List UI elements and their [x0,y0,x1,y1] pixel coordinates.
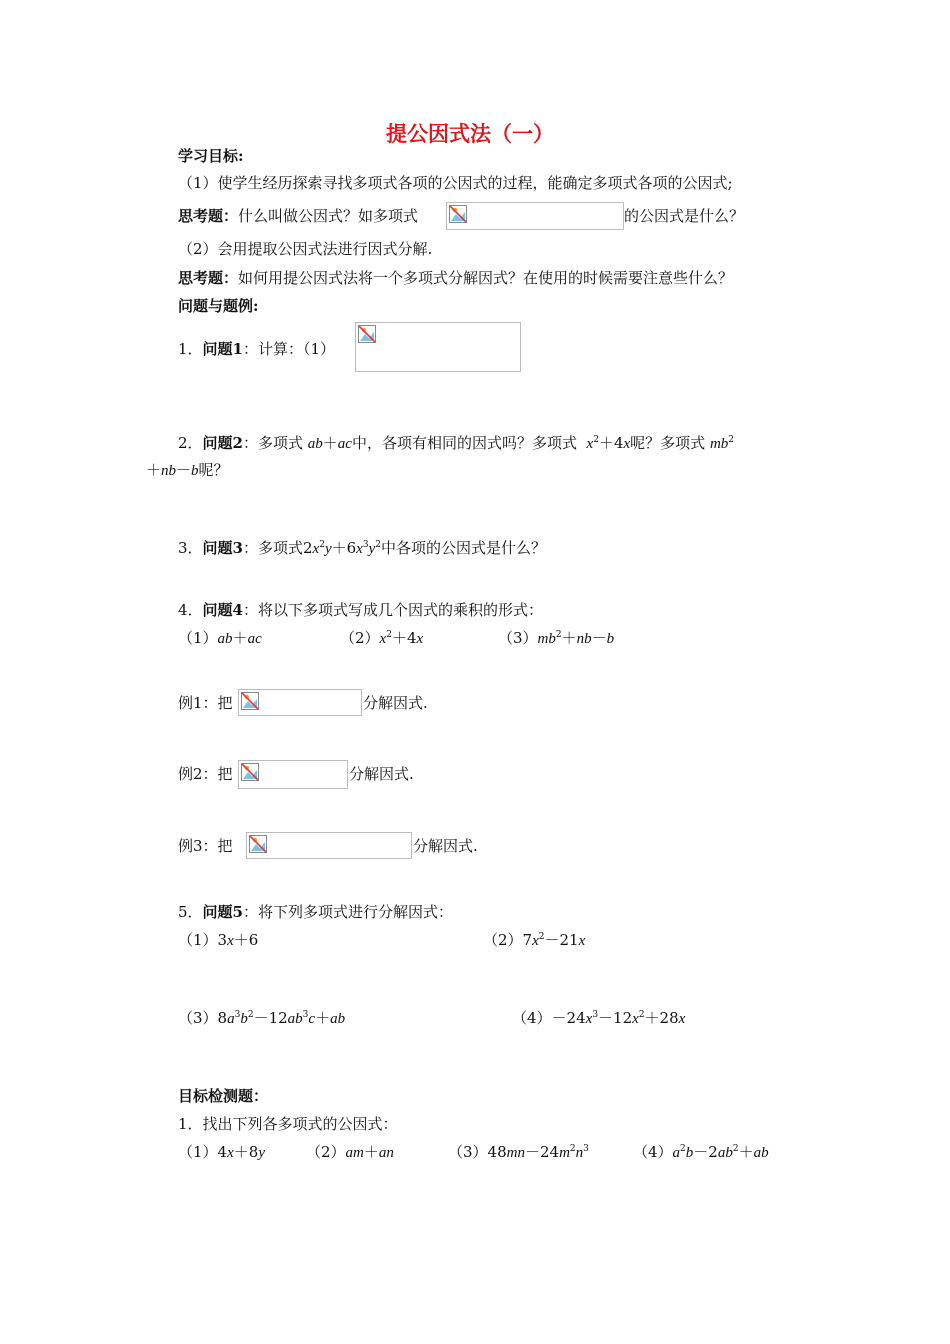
q-text: ：将下列多项式进行分解因式： [242,903,453,921]
objectives-heading: 学习目标: [178,147,244,165]
example-3-label: 例3：把 [178,837,233,855]
broken-image-icon [449,205,467,223]
q5-item-4: $(4)-24x^3-12x^2+28x$ [512,1009,686,1027]
item-index: （3） [448,1143,488,1161]
item-index: （2） [340,629,380,647]
q5-item-1: （1）3x＋6 [178,931,259,949]
test-item-1: （1）4x＋8y [178,1143,265,1161]
question-2-continued: ＋nb－b呢？ [146,461,229,479]
item-index: （4） [512,1009,552,1027]
q-label: 问题2 [202,434,243,452]
q-text: 呢？ [198,461,229,479]
question-3: 3．问题3：多项式$2x^2y+6x^3y^2$中各项的公因式是什么？ [178,539,546,557]
q-label: 问题4 [202,601,243,619]
question-4 [178,600,543,620]
page-title: 提公因式法（一） [386,121,554,146]
objective-1: （1）使学生经历探索寻找多项式各项的公因式的过程，能确定多项式各项的公因式; [178,174,733,192]
think-label: 思考题： [178,207,239,225]
test-heading: 目标检测题： [178,1087,269,1105]
q-text: ：多项式 [242,539,303,557]
think-text-a: 什么叫做公因式？如多项式 [238,207,419,225]
test-question-1: 1．找出下列各多项式的公因式： [178,1115,398,1133]
formula-image-placeholder [446,202,624,230]
q-number: 2． [178,434,203,452]
q-text: ：计算：（1） [242,340,336,358]
q-text: 呢？多项式 [630,434,706,452]
example-suffix: 分解因式. [349,765,414,783]
broken-image-icon [241,692,259,710]
example-1-label: 例1：把 [178,694,233,712]
think-question-2 [178,268,733,288]
item-index: （4） [633,1143,673,1161]
item-index: （3） [178,1009,218,1027]
formula-image-placeholder [238,760,348,789]
question-1 [178,339,335,359]
q5-item-3: $(3)8a^3b^2-12ab^3c+ab$ [178,1009,346,1027]
test-item-3: $(3)48mn-24m^2n^3$ [448,1143,589,1161]
q-label: 问题1 [202,340,243,358]
example-2-label: 例2：把 [178,765,233,783]
think-question-1 [178,206,418,226]
think-text: 如何用提公因式法将一个多项式分解因式？在使用的时候需要注意些什么？ [238,269,734,287]
problems-heading: 问题与题例: [178,297,259,315]
formula-image-placeholder [246,832,412,859]
q-text: ：多项式 [242,434,303,452]
q-number: 3． [178,539,203,557]
q-text: ：将以下多项式写成几个因式的乘积的形式： [242,601,543,619]
broken-image-icon [241,763,259,781]
q4-item-2: $(2)x^2+4x$ [340,629,424,647]
example-suffix: 分解因式. [413,837,478,855]
test-item-2: （2）am＋an [306,1143,394,1161]
q-number: 4． [178,601,203,619]
think-label: 思考题： [178,269,239,287]
q-label: 问题5 [202,903,243,921]
question-2: 2．问题2：多项式 ab＋ac中，各项有相同的因式吗？多项式 $x^2+4x$呢？多项式 $mb^2$ [178,434,735,452]
q-number: 1． [178,340,203,358]
item-index: （1） [178,629,218,647]
broken-image-icon [249,835,267,853]
item-index: （1） [178,931,218,949]
question-5 [178,902,453,922]
formula-image-placeholder [355,322,521,372]
item-index: （2） [306,1143,346,1161]
item-index: （2） [483,931,523,949]
test-item-4: $(4)a^2b-2ab^2+ab$ [633,1143,769,1161]
think-text-b: 的公因式是什么？ [624,207,745,225]
q-text: 中，各项有相同的因式吗？多项式 [351,434,577,452]
example-suffix: 分解因式. [363,694,428,712]
q4-item-1: （1）ab＋ac [178,629,262,647]
q-text: 中各项的公因式是什么？ [380,539,546,557]
q-label: 问题3 [202,539,243,557]
q-number: 5． [178,903,203,921]
item-index: （1） [178,1143,218,1161]
formula-image-placeholder [238,689,362,716]
item-index: （3） [498,629,538,647]
broken-image-icon [358,325,376,343]
q5-item-2: $(2)7x^2-21x$ [483,931,586,949]
objective-2: （2）会用提取公因式法进行因式分解. [178,240,433,258]
q4-item-3: $(3)mb^2+nb-b$ [498,629,615,647]
